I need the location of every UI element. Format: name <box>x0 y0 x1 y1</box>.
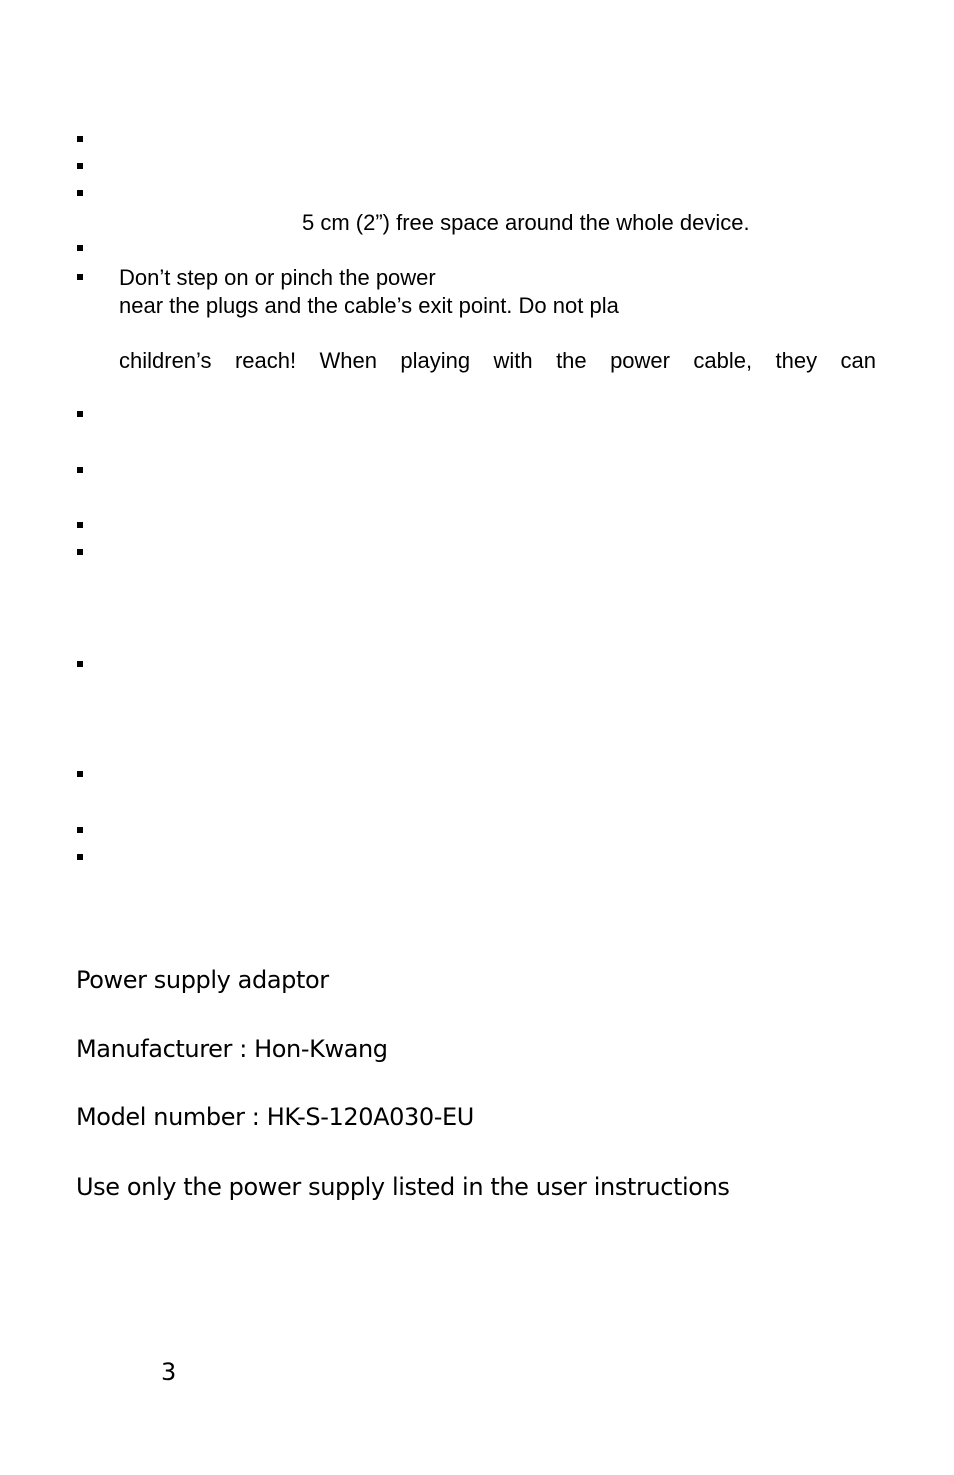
list-bullet <box>77 549 83 555</box>
list-bullet <box>77 771 83 777</box>
list-bullet <box>77 274 83 280</box>
list-bullet <box>77 245 83 251</box>
list-bullet <box>77 190 83 196</box>
list-bullet <box>77 661 83 667</box>
power-supply-heading: Power supply adaptor <box>76 966 329 994</box>
list-bullet <box>77 827 83 833</box>
cable-warning-line-1: Don’t step on or pinch the power <box>119 265 436 290</box>
list-bullet <box>77 411 83 417</box>
free-space-text: 5 cm (2”) free space around the whole device. <box>302 210 750 235</box>
page-number: 3 <box>161 1358 177 1386</box>
power-supply-note: Use only the power supply listed in the user instructions <box>76 1173 730 1201</box>
list-bullet <box>77 467 83 473</box>
list-bullet <box>77 136 83 142</box>
model-number-line: Model number : HK-S-120A030-EU <box>76 1103 474 1131</box>
list-bullet <box>77 854 83 860</box>
manufacturer-line: Manufacturer : Hon-Kwang <box>76 1035 388 1063</box>
cable-warning-line-2: near the plugs and the cable’s exit point. Do not pla <box>119 293 619 318</box>
cable-warning-line-3: children’s reach! When playing with the power cable, they can <box>119 348 876 373</box>
list-bullet <box>77 163 83 169</box>
list-bullet <box>77 522 83 528</box>
